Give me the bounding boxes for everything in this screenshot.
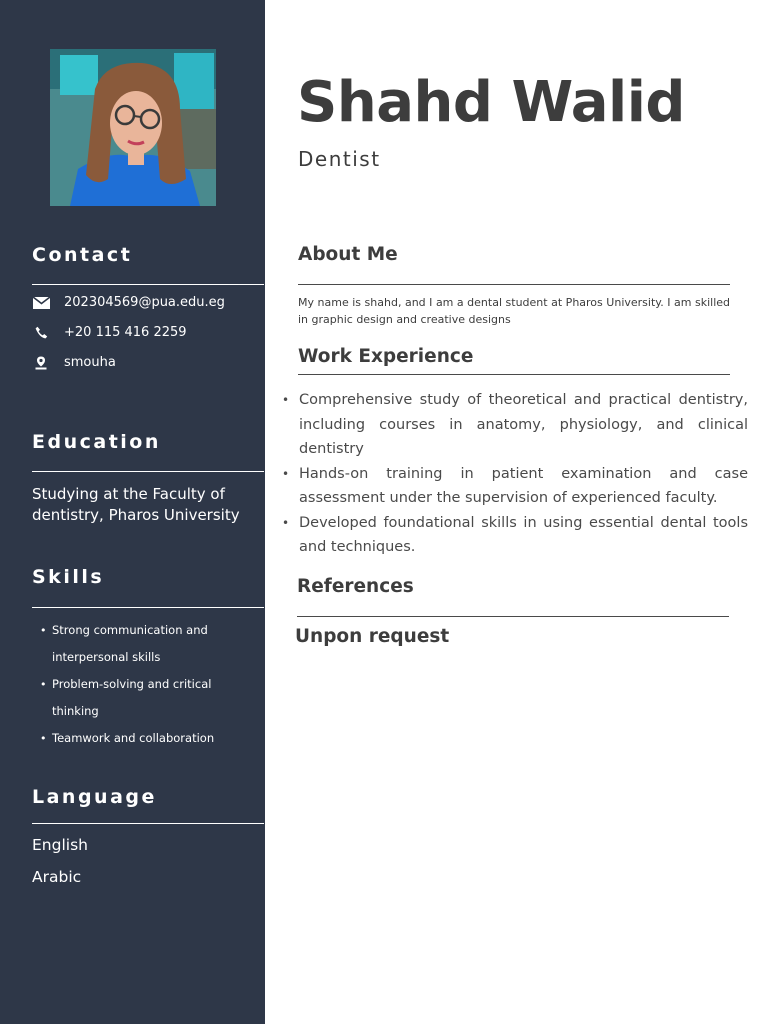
references-heading: References: [297, 576, 414, 597]
phone-icon: [32, 326, 50, 340]
skills-divider: [32, 607, 264, 608]
references-text: Unpon request: [295, 626, 450, 647]
contact-location: [32, 355, 116, 370]
skills-heading: Skills: [32, 566, 105, 588]
work-heading: Work Experience: [298, 346, 474, 367]
contact-email-text: 202304569@pua.edu.eg: [64, 295, 225, 310]
work-list: [282, 388, 748, 560]
contact-phone-text: +20 115 416 2259: [64, 325, 187, 340]
person-name: Shahd Walid: [297, 70, 685, 135]
contact-divider: [32, 284, 264, 285]
about-divider: [298, 284, 730, 285]
education-text: Studying at the Faculty of dentistry, Pharos University: [32, 485, 240, 524]
work-divider: [298, 374, 730, 375]
language-heading: Language: [32, 786, 157, 808]
education-divider: [32, 471, 264, 472]
skill-item: • Problem-solving and critical thinking: [40, 671, 260, 725]
contact-heading: Contact: [32, 244, 133, 266]
about-heading: About Me: [298, 244, 398, 265]
job-title: Dentist: [298, 147, 381, 171]
profile-photo: [50, 49, 216, 206]
contact-phone[interactable]: [32, 325, 187, 340]
mail-icon: [32, 296, 50, 310]
skill-item: • Teamwork and collaboration: [40, 725, 260, 752]
skills-list: [40, 617, 260, 752]
language-item: English: [32, 836, 88, 854]
language-item: Arabic: [32, 868, 82, 886]
education-heading: Education: [32, 431, 161, 453]
language-divider: [32, 823, 264, 824]
skill-item: • Strong communication and interpersonal skills: [40, 617, 260, 671]
location-icon: [32, 356, 50, 370]
references-divider: [297, 616, 729, 617]
work-item: • Hands-on training in patient examination and case assessment under the supervision of experienced faculty.: [282, 462, 748, 511]
about-text: My name is shahd, and I am a dental student at Pharos University. I am skilled in graphic design and creative designs: [298, 296, 730, 326]
contact-location-text: smouha: [64, 355, 116, 370]
contact-email[interactable]: [32, 295, 225, 310]
work-item: • Comprehensive study of theoretical and practical dentistry, including courses in anatomy, physiology, and clinical dentistry: [282, 388, 748, 462]
sidebar: [0, 0, 265, 1024]
work-item: • Developed foundational skills in using essential dental tools and techniques.: [282, 511, 748, 560]
